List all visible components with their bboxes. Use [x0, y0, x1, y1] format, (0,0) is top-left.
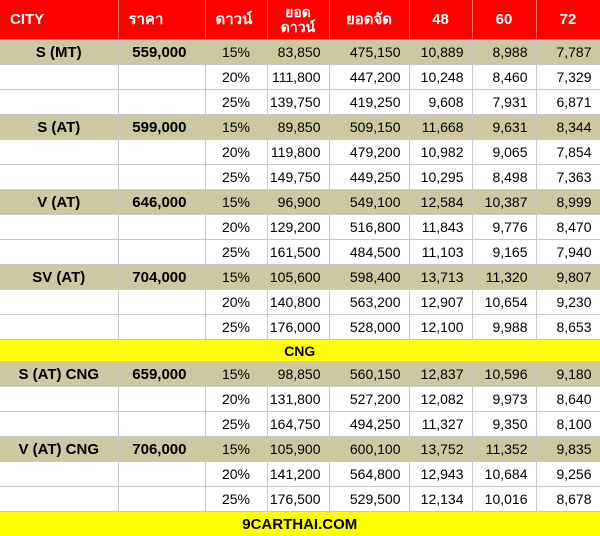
model-name: V (AT) [0, 190, 118, 215]
table-row [0, 290, 600, 315]
down-amount: 83,850 [267, 40, 329, 65]
financed-amount: 516,800 [329, 215, 409, 240]
installment-72: 7,363 [536, 165, 600, 190]
header-city: CITY [0, 0, 118, 40]
installment-60: 10,684 [472, 462, 536, 487]
down-percent: 15% [205, 190, 267, 215]
down-amount: 176,500 [267, 487, 329, 512]
financed-amount: 564,800 [329, 462, 409, 487]
model-price-empty [118, 140, 205, 165]
table-row [0, 412, 600, 437]
down-percent: 15% [205, 115, 267, 140]
installment-48: 12,100 [409, 315, 472, 340]
installment-72: 9,180 [536, 362, 600, 387]
down-amount: 98,850 [267, 362, 329, 387]
installment-72: 9,230 [536, 290, 600, 315]
installment-72: 8,678 [536, 487, 600, 512]
financed-amount: 549,100 [329, 190, 409, 215]
down-percent: 25% [205, 487, 267, 512]
financed-amount: 419,250 [329, 90, 409, 115]
financed-amount: 600,100 [329, 437, 409, 462]
cng-section-label: CNG [0, 340, 600, 362]
financed-amount: 509,150 [329, 115, 409, 140]
model-name-empty [0, 215, 118, 240]
down-percent: 20% [205, 387, 267, 412]
installment-60: 9,988 [472, 315, 536, 340]
table-row [0, 315, 600, 340]
down-percent: 20% [205, 140, 267, 165]
installment-60: 7,931 [472, 90, 536, 115]
installment-48: 13,752 [409, 437, 472, 462]
installment-48: 11,327 [409, 412, 472, 437]
header-financed: ยอดจัด [329, 0, 409, 40]
down-amount: 176,000 [267, 315, 329, 340]
installment-72: 7,329 [536, 65, 600, 90]
financed-amount: 447,200 [329, 65, 409, 90]
installment-48: 12,907 [409, 290, 472, 315]
table-row [0, 265, 600, 290]
installment-60: 9,973 [472, 387, 536, 412]
installment-72: 8,344 [536, 115, 600, 140]
installment-72: 7,854 [536, 140, 600, 165]
table-row [0, 437, 600, 462]
installment-60: 9,350 [472, 412, 536, 437]
installment-60: 9,631 [472, 115, 536, 140]
model-price-empty [118, 65, 205, 90]
financed-amount: 484,500 [329, 240, 409, 265]
installment-72: 8,470 [536, 215, 600, 240]
header-48-months: 48 [409, 0, 472, 40]
footer-site-name: 9CARTHAI.COM [0, 512, 600, 536]
financed-amount: 475,150 [329, 40, 409, 65]
model-price-empty [118, 165, 205, 190]
table-row [0, 90, 600, 115]
installment-48: 10,982 [409, 140, 472, 165]
table-row [0, 387, 600, 412]
footer-row [0, 512, 600, 536]
table-row [0, 240, 600, 265]
down-amount: 129,200 [267, 215, 329, 240]
down-amount: 131,800 [267, 387, 329, 412]
installment-48: 11,843 [409, 215, 472, 240]
down-percent: 25% [205, 315, 267, 340]
installment-48: 11,668 [409, 115, 472, 140]
model-price-empty [118, 215, 205, 240]
installment-72: 8,999 [536, 190, 600, 215]
model-name-empty [0, 90, 118, 115]
installment-60: 9,776 [472, 215, 536, 240]
table-header [0, 0, 600, 40]
model-price: 599,000 [118, 115, 205, 140]
header-price: ราคา [118, 0, 205, 40]
down-percent: 25% [205, 90, 267, 115]
installment-72: 7,787 [536, 40, 600, 65]
table-row [0, 115, 600, 140]
table-row [0, 140, 600, 165]
model-name-empty [0, 165, 118, 190]
model-price: 706,000 [118, 437, 205, 462]
installment-60: 8,498 [472, 165, 536, 190]
installment-72: 8,640 [536, 387, 600, 412]
down-amount: 105,600 [267, 265, 329, 290]
down-amount: 140,800 [267, 290, 329, 315]
financed-amount: 563,200 [329, 290, 409, 315]
table-row [0, 190, 600, 215]
table-row [0, 215, 600, 240]
down-percent: 25% [205, 412, 267, 437]
down-percent: 15% [205, 265, 267, 290]
down-amount: 149,750 [267, 165, 329, 190]
model-price: 704,000 [118, 265, 205, 290]
down-amount: 105,900 [267, 437, 329, 462]
installment-60: 10,596 [472, 362, 536, 387]
down-amount: 164,750 [267, 412, 329, 437]
installment-48: 10,248 [409, 65, 472, 90]
model-name-empty [0, 240, 118, 265]
header-down-amount-line1: ยอด [285, 4, 311, 20]
table-body [0, 40, 600, 536]
header-down-amount [267, 0, 329, 40]
installment-60: 11,352 [472, 437, 536, 462]
model-price: 659,000 [118, 362, 205, 387]
model-name: S (MT) [0, 40, 118, 65]
model-price-empty [118, 462, 205, 487]
installment-48: 9,608 [409, 90, 472, 115]
installment-72: 8,100 [536, 412, 600, 437]
down-percent: 25% [205, 165, 267, 190]
installment-60: 10,654 [472, 290, 536, 315]
down-percent: 20% [205, 290, 267, 315]
installment-48: 12,134 [409, 487, 472, 512]
down-amount: 96,900 [267, 190, 329, 215]
installment-48: 12,837 [409, 362, 472, 387]
model-price-empty [118, 290, 205, 315]
installment-60: 8,460 [472, 65, 536, 90]
down-percent: 15% [205, 437, 267, 462]
down-amount: 139,750 [267, 90, 329, 115]
header-60-months: 60 [472, 0, 536, 40]
model-price: 559,000 [118, 40, 205, 65]
down-amount: 161,500 [267, 240, 329, 265]
installment-48: 13,713 [409, 265, 472, 290]
installment-60: 10,016 [472, 487, 536, 512]
cng-section-row [0, 340, 600, 362]
model-price-empty [118, 387, 205, 412]
model-name: S (AT) [0, 115, 118, 140]
installment-48: 12,584 [409, 190, 472, 215]
financed-amount: 494,250 [329, 412, 409, 437]
table-row [0, 65, 600, 90]
installment-60: 9,065 [472, 140, 536, 165]
financed-amount: 449,250 [329, 165, 409, 190]
model-name-empty [0, 462, 118, 487]
installment-60: 8,988 [472, 40, 536, 65]
installment-72: 9,835 [536, 437, 600, 462]
model-price-empty [118, 240, 205, 265]
down-amount: 89,850 [267, 115, 329, 140]
installment-48: 12,082 [409, 387, 472, 412]
model-name-empty [0, 487, 118, 512]
model-name-empty [0, 290, 118, 315]
header-72-months: 72 [536, 0, 600, 40]
model-name-empty [0, 315, 118, 340]
down-amount: 111,800 [267, 65, 329, 90]
model-price-empty [118, 412, 205, 437]
financed-amount: 527,200 [329, 387, 409, 412]
installment-48: 12,943 [409, 462, 472, 487]
installment-60: 10,387 [472, 190, 536, 215]
down-amount: 119,800 [267, 140, 329, 165]
installment-72: 9,256 [536, 462, 600, 487]
installment-48: 11,103 [409, 240, 472, 265]
table-row [0, 487, 600, 512]
model-name-empty [0, 65, 118, 90]
table-row [0, 165, 600, 190]
financed-amount: 598,400 [329, 265, 409, 290]
down-percent: 25% [205, 240, 267, 265]
down-percent: 20% [205, 65, 267, 90]
table-row [0, 40, 600, 65]
financed-amount: 560,150 [329, 362, 409, 387]
header-down-amount-line2: ดาวน์ [281, 19, 315, 35]
table-row [0, 362, 600, 387]
header-down-percent: ดาวน์ [205, 0, 267, 40]
header-row [0, 0, 600, 40]
financed-amount: 528,000 [329, 315, 409, 340]
financed-amount: 479,200 [329, 140, 409, 165]
model-price-empty [118, 487, 205, 512]
model-name-empty [0, 140, 118, 165]
model-price-empty [118, 315, 205, 340]
installment-48: 10,295 [409, 165, 472, 190]
down-amount: 141,200 [267, 462, 329, 487]
model-name-empty [0, 387, 118, 412]
installment-72: 9,807 [536, 265, 600, 290]
model-name: SV (AT) [0, 265, 118, 290]
financed-amount: 529,500 [329, 487, 409, 512]
down-percent: 15% [205, 40, 267, 65]
model-name: V (AT) CNG [0, 437, 118, 462]
down-percent: 20% [205, 462, 267, 487]
model-name: S (AT) CNG [0, 362, 118, 387]
installment-72: 6,871 [536, 90, 600, 115]
model-name-empty [0, 412, 118, 437]
installment-60: 11,320 [472, 265, 536, 290]
model-price: 646,000 [118, 190, 205, 215]
installment-72: 7,940 [536, 240, 600, 265]
table-row [0, 462, 600, 487]
model-price-empty [118, 90, 205, 115]
installment-72: 8,653 [536, 315, 600, 340]
down-percent: 20% [205, 215, 267, 240]
installment-60: 9,165 [472, 240, 536, 265]
down-percent: 15% [205, 362, 267, 387]
installment-48: 10,889 [409, 40, 472, 65]
